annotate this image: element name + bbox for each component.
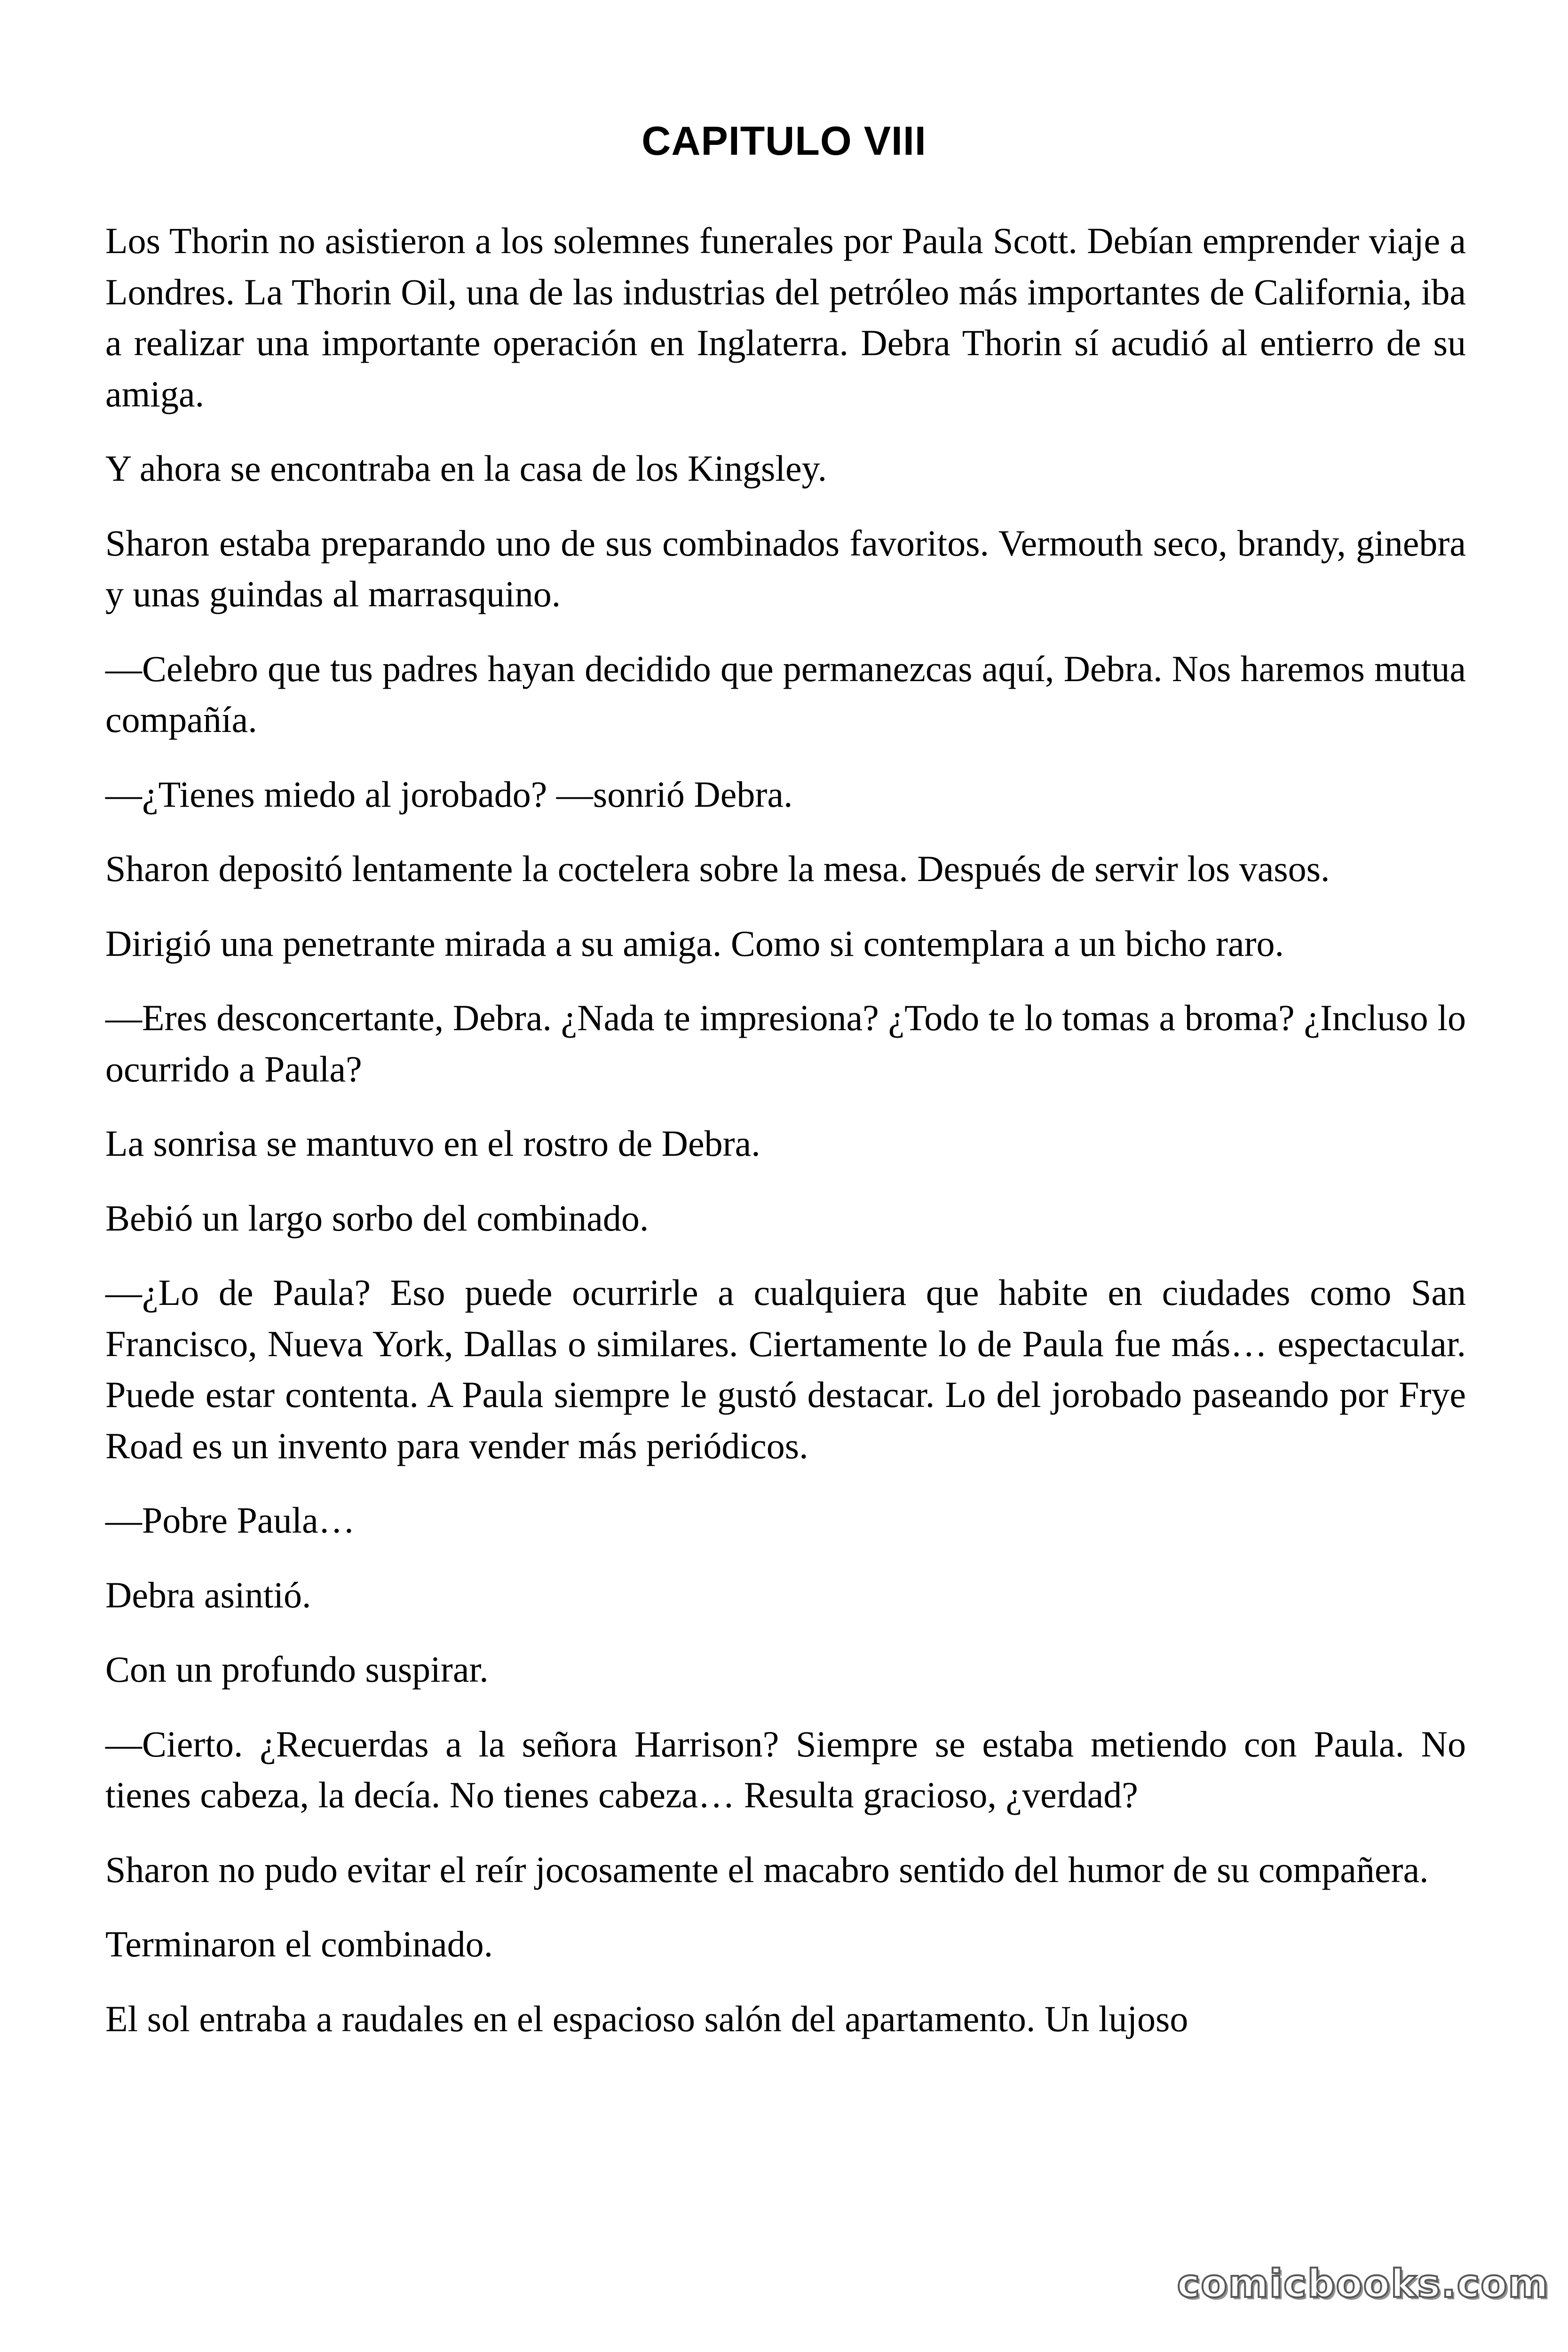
paragraph: Con un profundo suspirar. bbox=[105, 1649, 489, 1690]
paragraph: —¿Tienes miedo al jorobado? —sonrió Debra. bbox=[105, 773, 793, 815]
paragraph: —Cierto. ¿Recuerdas a la señora Harrison? Siempre se estaba metiendo con Paula. No tienes cabeza, la decía. No tienes cabeza… Resulta gracioso, ¿verdad? bbox=[105, 1723, 1466, 1815]
paragraph: Bebió un largo sorbo del combinado. bbox=[105, 1197, 649, 1239]
chapter-title: CAPITULO VIII bbox=[641, 119, 927, 164]
paragraph: Los Thorin no asistieron a los solemnes funerales por Paula Scott. Debían emprender viaje a Londres. La Thorin Oil, una de las industrias del petróleo más importantes de California, iba a realizar una importante operación en Inglaterra. Debra Thorin sí acudió al entierro de su amiga. bbox=[105, 220, 1466, 414]
paragraph: Debra asintió. bbox=[105, 1574, 311, 1615]
paragraph: Dirigió una penetrante mirada a su amiga. Como si contemplara a un bicho raro. bbox=[105, 922, 1284, 964]
paragraph: El sol entraba a raudales en el espacioso salón del apartamento. Un lujoso bbox=[105, 1998, 1188, 2039]
paragraph: Sharon depositó lentamente la coctelera sobre la mesa. Después de servir los vasos. bbox=[105, 848, 1330, 889]
paragraph: Sharon no pudo evitar el reír jocosamente el macabro sentido del humor de su compañera. bbox=[105, 1849, 1429, 1890]
site-watermark: comicbooks.com bbox=[1177, 2262, 1549, 2306]
paragraph: —Eres desconcertante, Debra. ¿Nada te impresiona? ¿Todo te lo tomas a broma? ¿Incluso lo ocurrido a Paula? bbox=[105, 997, 1466, 1089]
paragraph: —Pobre Paula… bbox=[105, 1500, 355, 1541]
paragraph: —¿Lo de Paula? Eso puede ocurrirle a cualquiera que habite en ciudades como San Francisco, Nueva York, Dallas o similares. Ciertamente lo de Paula fue más… espectacular. Puede estar contenta. A Paula siempre le gustó destacar. Lo del jorobado paseando por Frye Road es un invento para vender más periódicos. bbox=[105, 1272, 1466, 1466]
paragraph: Y ahora se encontraba en la casa de los Kingsley. bbox=[105, 448, 827, 489]
paragraph: —Celebro que tus padres hayan decidido que permanezcas aquí, Debra. Nos haremos mutua compañía. bbox=[105, 648, 1466, 740]
paragraph: Terminaron el combinado. bbox=[105, 1923, 493, 1964]
paragraph: La sonrisa se mantuvo en el rostro de Debra. bbox=[105, 1123, 760, 1164]
chapter-body bbox=[105, 215, 1466, 2068]
paragraph: Sharon estaba preparando uno de sus combinados favoritos. Vermouth seco, brandy, ginebra y unas guindas al marrasquino. bbox=[105, 522, 1466, 614]
